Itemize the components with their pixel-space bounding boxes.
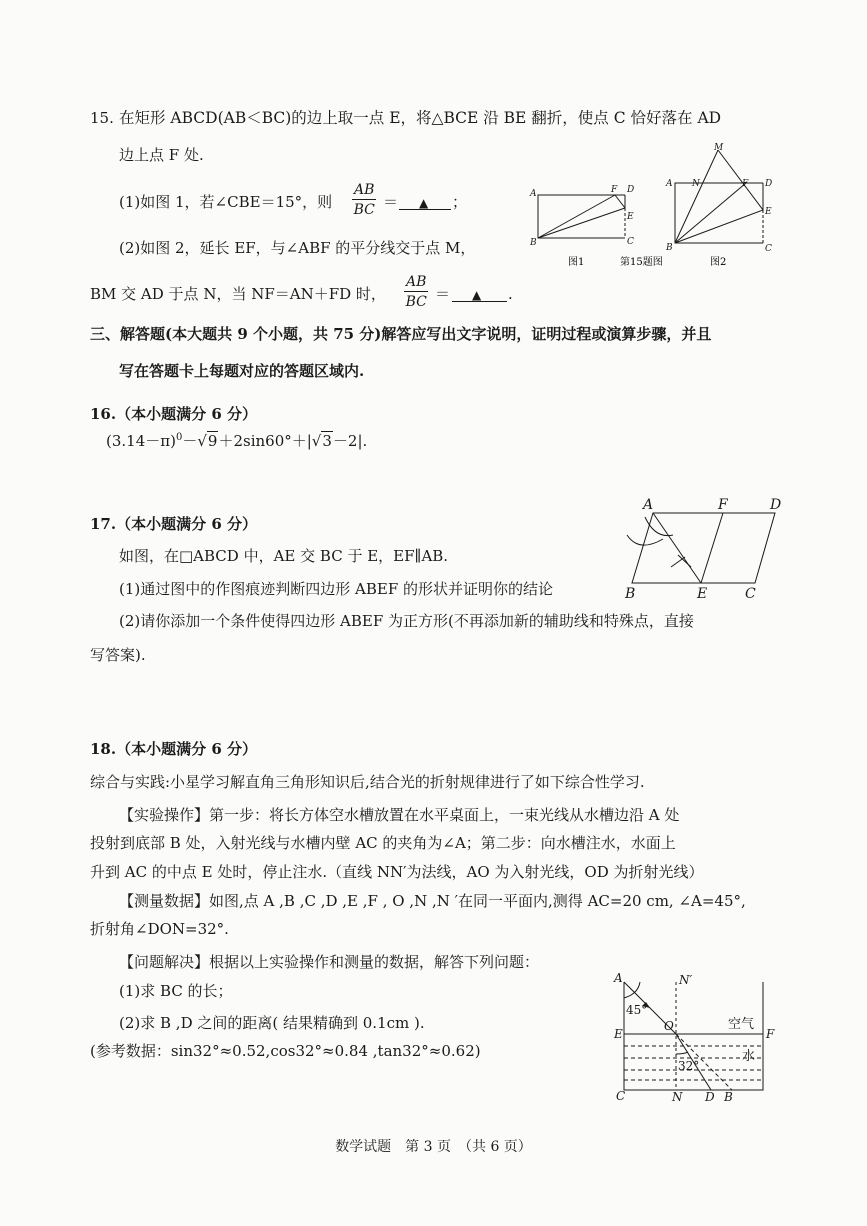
q18-intro: 综合与实践:小星学习解直角三角形知识后,结合光的折射规律进行了如下综合性学习.	[90, 773, 645, 791]
svg-text:B: B	[666, 243, 673, 253]
svg-text:C: C	[765, 244, 772, 254]
q16-expression	[106, 433, 367, 449]
fraction-denominator: BC	[353, 202, 375, 218]
svg-text:D: D	[627, 185, 635, 195]
air-label: 空气	[728, 1017, 755, 1032]
q18-water-tank-figure	[610, 970, 780, 1105]
svg-text:C: C	[745, 586, 756, 602]
fig2-caption: 图2	[710, 257, 727, 268]
svg-text:M: M	[714, 143, 724, 153]
expr-part: ＋2sin60°＋|√	[218, 432, 322, 450]
fig-title: 第15题图	[620, 257, 663, 268]
angle-label-32: 32°	[678, 1059, 700, 1073]
q15-fraction-1	[352, 183, 376, 217]
q17-parallelogram-figure	[615, 495, 790, 605]
svg-text:E: E	[614, 1027, 623, 1041]
q18-ask-1: (1)求 BC 的长；	[119, 982, 233, 1000]
fraction-numerator: AB	[354, 182, 375, 198]
svg-text:F: F	[718, 497, 728, 513]
svg-text:B: B	[530, 238, 537, 248]
q18-header: 18.（本小题满分 6 分）	[90, 740, 257, 758]
svg-text:A: A	[614, 971, 623, 985]
q17-line4: 写答案).	[90, 646, 146, 664]
svg-text:A: A	[666, 179, 673, 189]
svg-text:O: O	[664, 1019, 674, 1033]
water-label: 水	[742, 1049, 756, 1064]
q17-header: 17.（本小题满分 6 分）	[90, 515, 257, 533]
equals-sign: ＝	[435, 285, 451, 303]
svg-text:D: D	[770, 497, 782, 513]
angle-label-45: 45°	[626, 1003, 648, 1017]
svg-text:C: C	[627, 237, 634, 247]
svg-text:D: D	[765, 179, 773, 189]
equals-sign: ＝	[383, 193, 399, 211]
expr-exponent: 0	[175, 432, 183, 443]
answer-triangle-icon: ▲	[419, 196, 429, 210]
svg-text:C: C	[616, 1089, 626, 1103]
angle-arc-don	[676, 1052, 688, 1054]
svg-text:B: B	[724, 1090, 733, 1104]
q17-line2: (1)通过图中的作图痕迹判断四边形 ABEF 的形状并证明你的结论	[119, 580, 553, 598]
q15-part2-continued: BM 交 AD 于点 N，当 NF＝AN＋FD 时，	[90, 285, 386, 303]
q15-number: 15.	[90, 109, 114, 127]
q15-fraction-2	[404, 275, 428, 309]
semicolon: ；	[452, 193, 468, 211]
page-footer: 数学试题 第 3 页 （共 6 页）	[335, 1139, 532, 1155]
fig1-rectangle	[538, 195, 625, 238]
segment-ef	[701, 513, 723, 583]
svg-text:D: D	[705, 1090, 715, 1104]
expr-part: －√	[182, 432, 207, 450]
svg-text:F: F	[742, 179, 749, 189]
q18-operation-1: 【实验操作】第一步：将长方体空水槽放置在水平桌面上，一束光线从水槽边沿 A 处	[119, 806, 680, 824]
q15-line2: 边上点 F 处.	[119, 146, 204, 164]
svg-text:N: N	[672, 1090, 683, 1104]
expr-part: (3.14－π)	[106, 432, 176, 450]
q18-measurement-1: 【测量数据】如图,点 A ,B ,C ,D ,E ,F , O ,N ,N ′在同一平面内,测得 AC=20 cm, ∠A=45°,	[119, 892, 746, 910]
q15-line1: 在矩形 ABCD(AB＜BC)的边上取一点 E，将△BCE 沿 BE 翻折，使点 C 恰好落在 AD	[119, 109, 722, 127]
expr-radicand: 3	[322, 432, 332, 450]
q16-header: 16.（本小题满分 6 分）	[90, 405, 257, 423]
q17-line3: (2)请你添加一个条件使得四边形 ABEF 为正方形(不再添加新的辅助线和特殊点，直接	[119, 612, 694, 630]
construction-arc-3	[671, 557, 685, 567]
q18-reference: (参考数据：sin32°≈0.52,cos32°≈0.84 ,tan32°≈0.62)	[90, 1042, 481, 1060]
fig1-segment-bf	[538, 195, 615, 238]
svg-text:E: E	[765, 207, 772, 217]
q18-measurement-2: 折射角∠DON=32°.	[90, 920, 229, 938]
expr-part: －2|.	[332, 432, 368, 450]
section-3-instructions: 三、解答题(本大题共 9 个小题，共 75 分)解答应写出文字说明，证明过程或演算步骤，并且	[90, 325, 712, 343]
parallelogram-abcd	[632, 513, 775, 583]
svg-text:E: E	[697, 586, 708, 602]
q18-operation-2: 投射到底部 B 处，入射光线与水槽内壁 AC 的夹角为∠A；第二步：向水槽注水，水面上	[90, 834, 676, 852]
q17-line1: 如图，在□ABCD 中，AE 交 BC 于 E，EF∥AB.	[119, 547, 449, 565]
fig1-caption: 图1	[568, 257, 585, 268]
svg-text:N: N	[692, 179, 700, 189]
svg-text:E: E	[627, 212, 634, 222]
segment-ae	[653, 513, 701, 583]
fig1-segment-be	[538, 208, 625, 238]
fraction-denominator: BC	[405, 294, 427, 310]
fig1-segment-fe	[615, 195, 625, 208]
q18-operation-3: 升到 AC 的中点 E 处时，停止注水.（直线 NN′为法线，AO 为入射光线，OD 为折射光线）	[90, 863, 704, 881]
tank-walls	[624, 982, 763, 1090]
period: .	[508, 285, 513, 303]
svg-text:N′: N′	[679, 973, 693, 987]
q15-part1: (1)如图 1，若∠CBE＝15°，则	[119, 193, 333, 211]
q18-solve: 【问题解决】根据以上实验操作和测量的数据，解答下列问题：	[119, 953, 540, 971]
fig2-segment-bf	[675, 183, 746, 243]
fraction-numerator: AB	[406, 274, 427, 290]
svg-text:A: A	[530, 189, 537, 199]
svg-text:B: B	[625, 586, 636, 602]
q15-figure	[520, 140, 790, 275]
expr-radicand: 9	[207, 432, 218, 450]
svg-text:F: F	[766, 1027, 775, 1041]
q15-part2: (2)如图 2，延长 EF，与∠ABF 的平分线交于点 M，	[119, 239, 476, 257]
answer-triangle-icon: ▲	[472, 288, 482, 302]
q18-ask-2: (2)求 B ,D 之间的距离( 结果精确到 0.1cm ).	[119, 1014, 425, 1032]
svg-text:A: A	[643, 497, 654, 513]
svg-text:F: F	[611, 185, 618, 195]
section-3-instructions-cont: 写在答题卡上每题对应的答题区域内.	[119, 362, 365, 380]
